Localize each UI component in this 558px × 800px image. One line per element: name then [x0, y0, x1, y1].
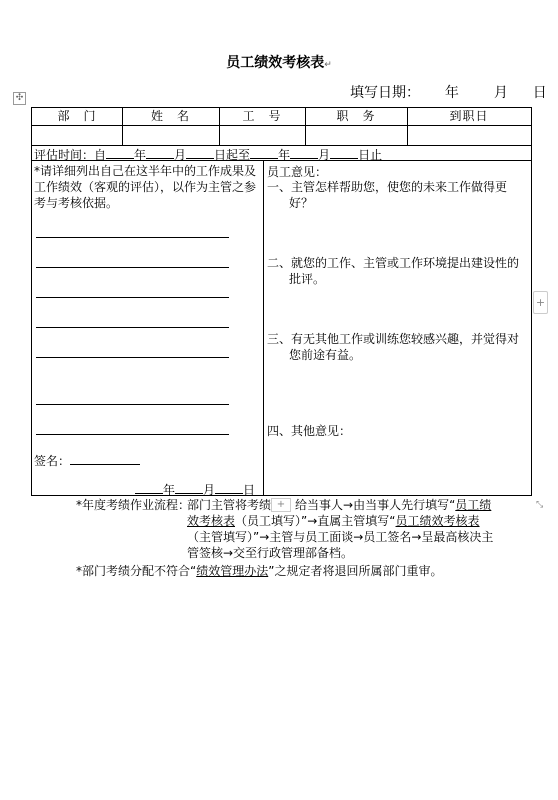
eval-year2-field[interactable]	[250, 147, 278, 159]
fill-date-row	[350, 82, 547, 102]
answer-line[interactable]	[36, 357, 229, 358]
sign-year: 年	[163, 483, 176, 497]
header-employee-id: 工 号	[242, 109, 282, 123]
question-1: 一、主管怎样帮助您，使您的未来工作做得更好？	[267, 180, 508, 210]
header-name: 姓 名	[150, 109, 190, 123]
process-text: 部门主管将考绩	[187, 498, 272, 512]
process-text: 给当事人→由当事人先行填写“	[295, 498, 456, 512]
evaluation-form-table	[31, 107, 532, 496]
work-results-instruction: *请详细列出自己在这半年中的工作成果及工作绩效（客观的评估），以作为主管之参考与考核依据。	[34, 164, 257, 210]
eval-label: 评估时间：自	[34, 148, 107, 162]
answer-line[interactable]	[36, 237, 229, 238]
eval-month2-field[interactable]	[290, 147, 318, 159]
eval-year1: 年	[134, 148, 147, 162]
header-department: 部 门	[57, 109, 97, 123]
fill-date-year: 年	[444, 85, 459, 101]
form-link[interactable]: 员工绩效考核表	[395, 514, 480, 528]
paragraph-mark: ↵	[324, 60, 332, 70]
process-label: *年度考绩作业流程：	[76, 498, 191, 512]
eval-month1-field[interactable]	[146, 147, 174, 159]
rule-text: ”之规定者将退回所属部门重审。	[268, 564, 443, 578]
sign-day: 日	[243, 483, 256, 497]
fill-date-label: 填写日期：	[350, 85, 420, 101]
fill-date-day: 日	[532, 85, 547, 101]
evaluation-period	[34, 146, 382, 163]
add-column-icon[interactable]: +	[533, 291, 548, 314]
eval-day2-field[interactable]	[330, 147, 358, 159]
add-row-icon[interactable]: +	[271, 498, 291, 512]
table-resize-icon[interactable]: ⤡	[536, 500, 544, 510]
question-2: 二、就您的工作、主管或工作环境提出建设性的批评。	[267, 256, 520, 286]
eval-month1: 月	[174, 148, 187, 162]
eval-month2: 月	[318, 148, 331, 162]
sign-date-row	[135, 481, 255, 498]
question-4: 四、其他意见：	[267, 424, 352, 438]
employee-opinion-title: 员工意见：	[267, 165, 328, 179]
sign-day-field[interactable]	[215, 482, 243, 494]
header-hire-date: 到职日	[449, 109, 489, 123]
sign-month-field[interactable]	[175, 482, 203, 494]
form-title-text: 员工绩效考核表	[226, 55, 325, 71]
eval-day2: 日止	[358, 148, 383, 162]
eval-year1-field[interactable]	[106, 147, 134, 159]
process-text: （员工填写）”→直属主管填写“	[235, 514, 396, 528]
answer-line[interactable]	[36, 267, 229, 268]
header-position: 职 务	[336, 109, 376, 123]
eval-day1: 日起至	[214, 148, 251, 162]
eval-year2: 年	[278, 148, 291, 162]
form-title	[0, 52, 558, 72]
rule-text: *部门考绩分配不符合“	[76, 564, 197, 578]
signature-row	[34, 452, 140, 469]
eval-day1-field[interactable]	[186, 147, 214, 159]
answer-line[interactable]	[36, 404, 229, 405]
question-3: 三、有无其他工作或训练您较感兴趣，并觉得对您前途有益。	[267, 332, 520, 362]
rule-note	[76, 563, 496, 579]
table-move-handle-icon[interactable]: ✣	[13, 92, 26, 105]
sign-month: 月	[203, 483, 216, 497]
fill-date-month: 月	[493, 85, 508, 101]
sign-year-field[interactable]	[135, 482, 163, 494]
policy-link[interactable]: 绩效管理办法	[196, 564, 269, 578]
answer-line[interactable]	[36, 297, 229, 298]
answer-line[interactable]	[36, 327, 229, 328]
signature-field[interactable]	[70, 453, 140, 465]
signature-label: 签名：	[34, 454, 71, 468]
form-link[interactable]: 员工绩效考核表	[187, 498, 492, 528]
process-text: （主管填写）”→主管与员工面谈→员工签名→呈最高核决主管签核→交至行政管理部备档。	[187, 530, 494, 560]
answer-line[interactable]	[36, 434, 229, 435]
